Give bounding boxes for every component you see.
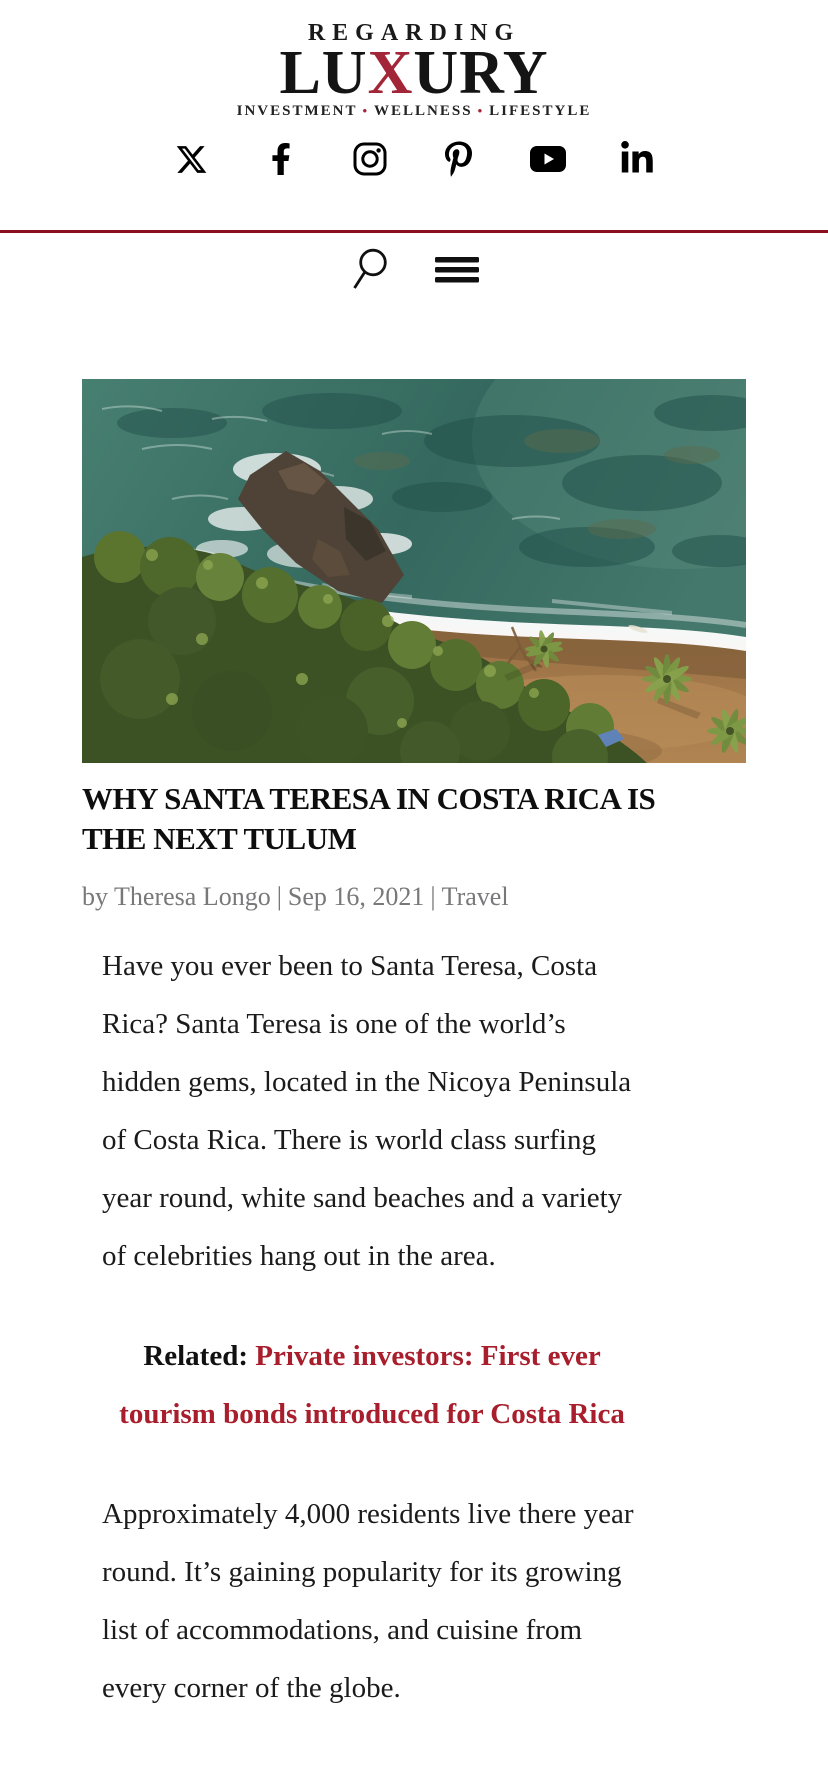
related-paragraph: [102, 1327, 642, 1443]
byline-separator: |: [430, 882, 436, 911]
article-title: WHY SANTA TERESA IN COSTA RICA IS THE NEXT TULUM: [82, 781, 656, 856]
mobile-nav-bar: [0, 247, 828, 293]
category-link[interactable]: Travel: [441, 882, 509, 911]
logo-tagline: INVESTMENT • WELLNESS • LIFESTYLE: [236, 103, 592, 119]
article-body: [82, 937, 746, 1717]
facebook-icon[interactable]: [263, 141, 299, 177]
search-icon[interactable]: [349, 247, 391, 293]
x-twitter-icon[interactable]: [174, 141, 210, 177]
menu-icon[interactable]: [435, 257, 479, 283]
linkedin-icon[interactable]: [619, 141, 655, 177]
byline-separator: |: [276, 882, 282, 911]
youtube-icon[interactable]: [530, 141, 566, 177]
paragraph-2: Approximately 4,000 residents live there year round. It’s gaining popularity for its growing list of accommodations, and cuisine from every corner of the globe.: [102, 1498, 634, 1704]
author-link[interactable]: Theresa Longo: [114, 882, 271, 911]
byline-prefix: by: [82, 882, 108, 911]
instagram-icon[interactable]: [352, 141, 388, 177]
pinterest-icon[interactable]: [441, 141, 477, 177]
related-article-link[interactable]: Private investors: First ever tourism bonds introduced for Costa Rica: [119, 1340, 625, 1430]
publish-date: Sep 16, 2021: [287, 882, 425, 911]
article-byline: [82, 881, 746, 913]
site-header: [0, 0, 828, 178]
logo-word-regarding: REGARDING: [307, 20, 521, 46]
tagline-bullet-icon: •: [477, 103, 485, 118]
logo-red-x: X: [367, 39, 414, 107]
paragraph-1: Have you ever been to Santa Teresa, Costa Rica? Santa Teresa is one of the world’s hidden gems, located in the Nicoya Peninsula of Costa Rica. There is world class surfing year round, white sand beaches and a variety of celebrities hang out in the area.: [102, 950, 632, 1272]
header-divider-line: [0, 230, 828, 233]
tagline-bullet-icon: •: [362, 103, 370, 118]
social-links-row: [0, 140, 828, 178]
site-logo[interactable]: [237, 18, 592, 120]
aerial-beach-photo: [82, 379, 746, 763]
article: [82, 379, 746, 1717]
related-label: Related:: [143, 1340, 248, 1372]
logo-word-luxury: LUXURY: [279, 39, 549, 107]
